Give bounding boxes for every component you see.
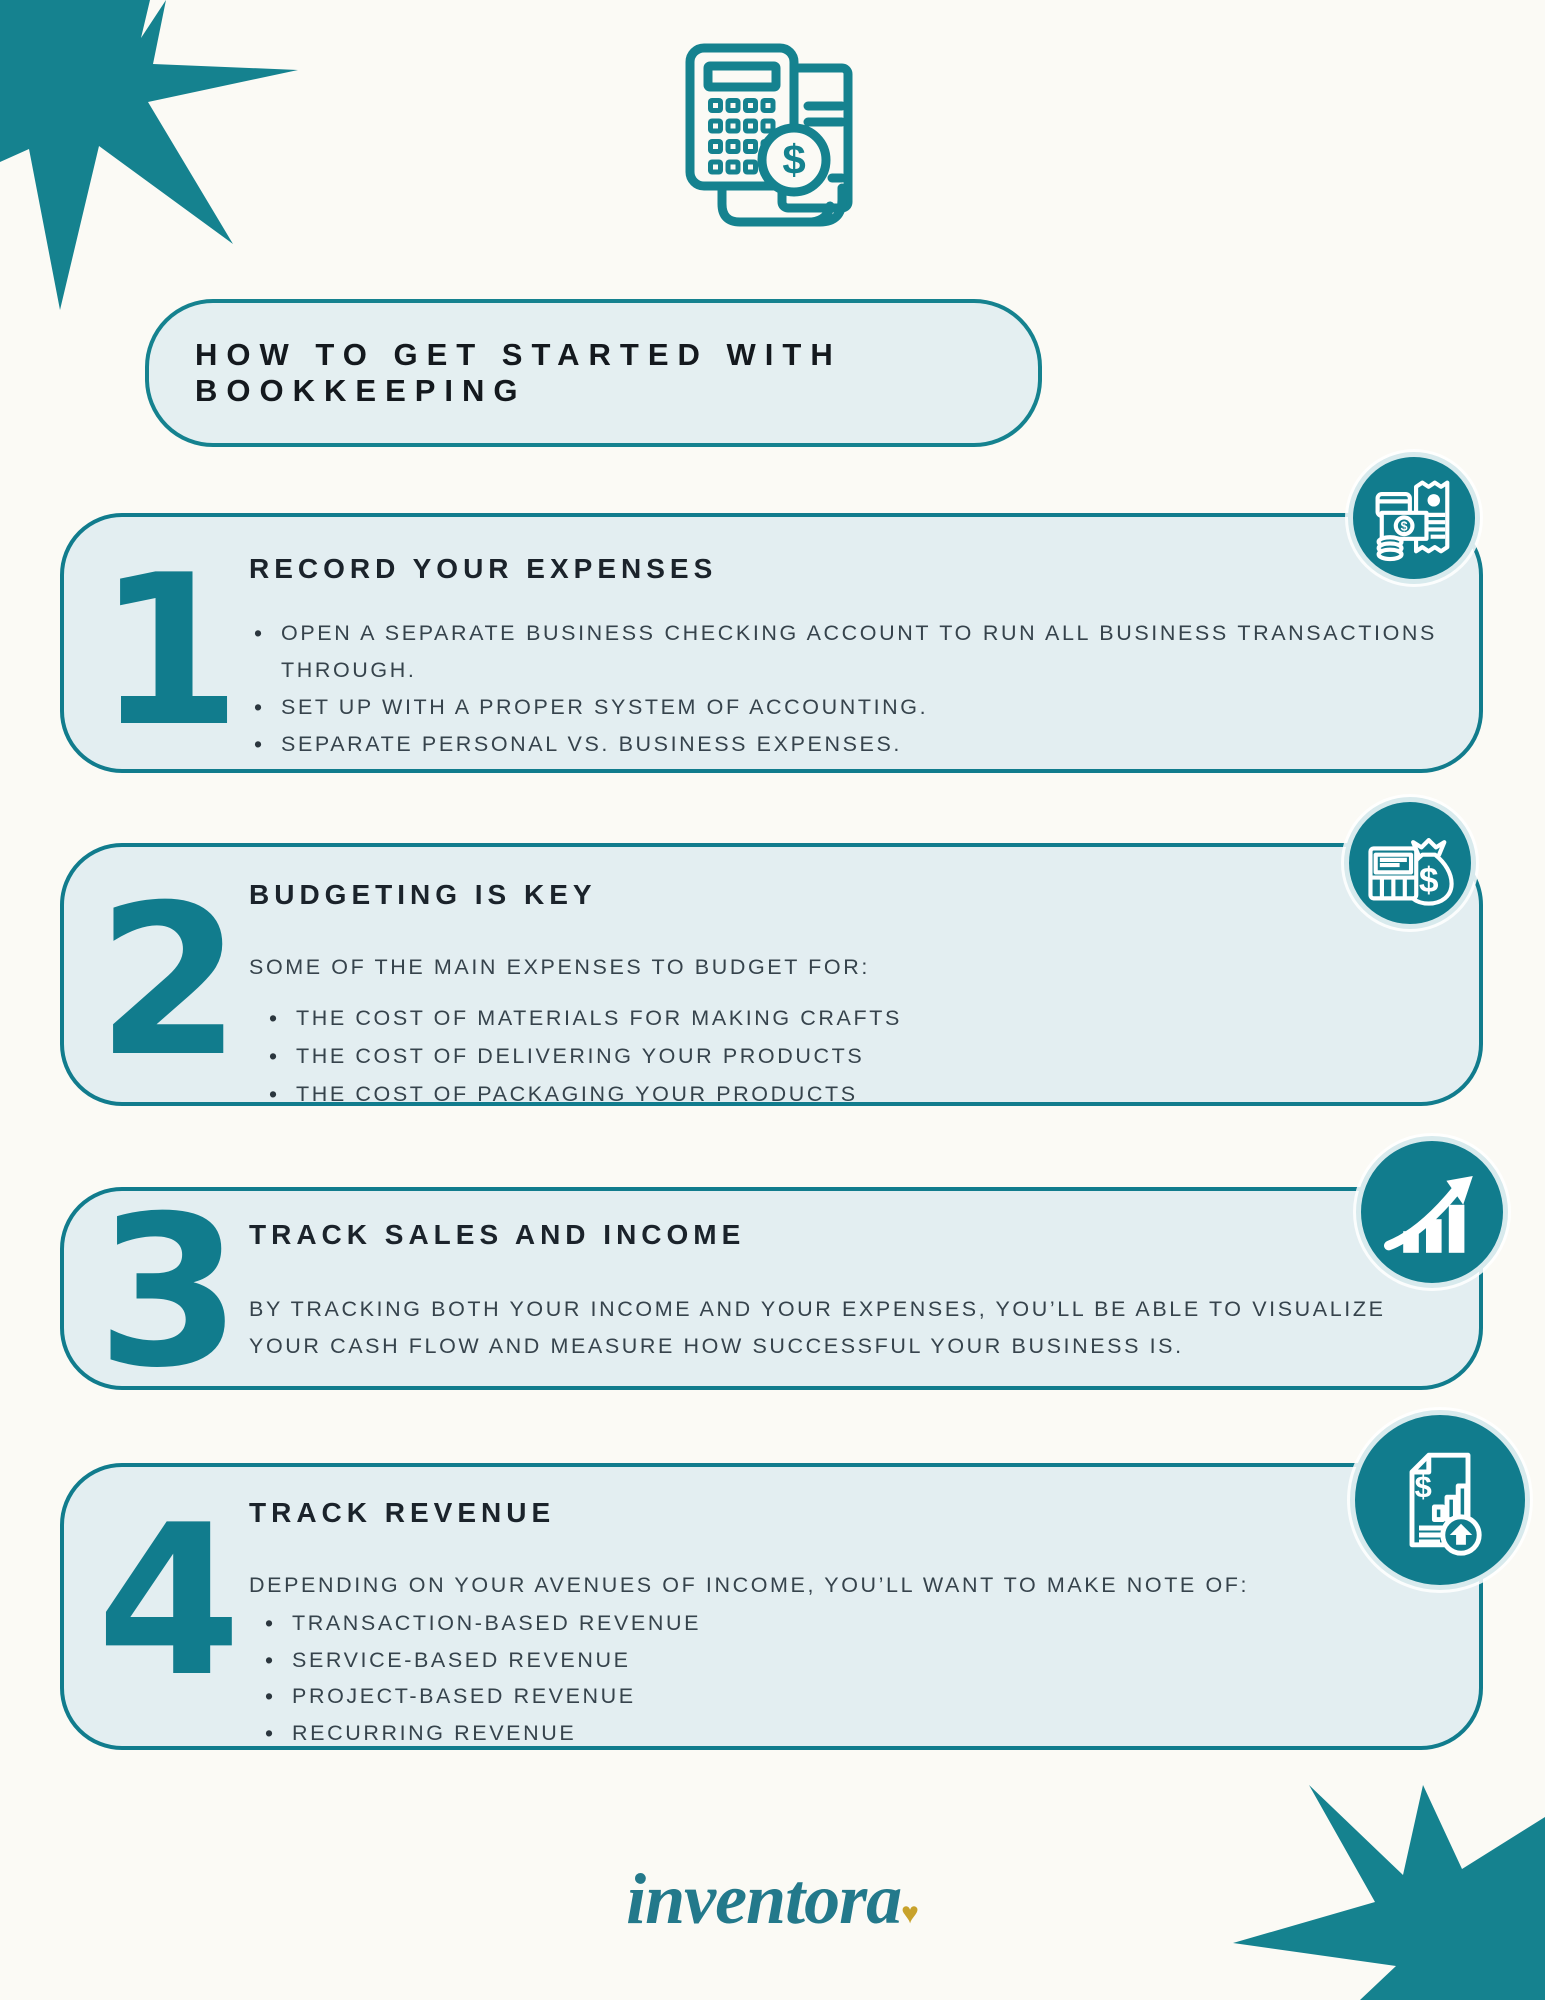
cash-register-money-bag-icon <box>1344 797 1476 929</box>
section-2-intro: SOME OF THE MAIN EXPENSES TO BUDGET FOR: <box>249 955 870 979</box>
list-item: • OPEN A SEPARATE BUSINESS CHECKING ACCOUNT TO RUN ALL BUSINESS TRANSACTIONS THROUGH. <box>249 615 1437 689</box>
section-4-bullet-list <box>260 1605 1437 1751</box>
list-item: • SEPARATE PERSONAL VS. BUSINESS EXPENSES. <box>249 726 1437 763</box>
list-item: • RECURRING REVENUE <box>260 1715 1437 1752</box>
svg-text:$: $ <box>1418 861 1439 901</box>
section-3-number: 3 <box>96 1172 236 1414</box>
calculator-receipt-dollar-icon <box>662 28 882 254</box>
section-4-panel <box>60 1463 1483 1750</box>
section-3-body: BY TRACKING BOTH YOUR INCOME AND YOUR EXPENSES, YOU’LL BE ABLE TO VISUALIZE YOUR CASH FLOW AND MEASURE HOW SUCCESSFUL YOUR BUSINESS IS. <box>249 1297 1386 1358</box>
section-1-number: 1 <box>96 531 236 773</box>
svg-text:$: $ <box>782 136 806 183</box>
list-item: • THE COST OF MATERIALS FOR MAKING CRAFTS <box>264 999 1437 1037</box>
title-banner <box>145 299 1042 447</box>
list-item: • TRANSACTION-BASED REVENUE <box>260 1605 1437 1642</box>
page-title: HOW TO GET STARTED WITH BOOKKEEPING <box>195 337 842 408</box>
section-1-panel <box>60 513 1483 773</box>
brand-name: inventora <box>626 1859 902 1939</box>
section-4-intro: DEPENDING ON YOUR AVENUES OF INCOME, YOU’LL WANT TO MAKE NOTE OF: <box>249 1573 1250 1597</box>
revenue-report-icon <box>1350 1410 1530 1590</box>
list-item: • THE COST OF DELIVERING YOUR PRODUCTS <box>264 1037 1437 1075</box>
heart-icon: ♥ <box>901 1897 919 1930</box>
list-item: • PROJECT-BASED REVENUE <box>260 1678 1437 1715</box>
svg-text:$: $ <box>1414 1469 1432 1505</box>
brand-logo <box>0 1858 1545 1941</box>
section-2-number: 2 <box>96 861 236 1103</box>
section-1-bullet-list <box>249 615 1437 763</box>
list-item: • SERVICE-BASED REVENUE <box>260 1642 1437 1679</box>
receipt-payment-icon <box>1348 452 1480 584</box>
growth-chart-icon <box>1356 1136 1508 1288</box>
section-2-panel <box>60 843 1483 1106</box>
section-4-heading: TRACK REVENUE <box>249 1497 556 1528</box>
section-3-heading: TRACK SALES AND INCOME <box>249 1219 746 1250</box>
section-3-panel <box>60 1172 1483 1414</box>
section-2-heading: BUDGETING IS KEY <box>249 879 597 910</box>
section-4-number: 4 <box>96 1481 236 1723</box>
starburst-top-left-decoration <box>0 0 310 312</box>
list-item: • THE COST OF PACKAGING YOUR PRODUCTS <box>264 1075 1437 1113</box>
section-1-heading: RECORD YOUR EXPENSES <box>249 553 718 584</box>
svg-text:$: $ <box>1400 519 1408 534</box>
list-item: • SET UP WITH A PROPER SYSTEM OF ACCOUNTING. <box>249 689 1437 726</box>
section-2-bullet-list <box>264 999 1437 1113</box>
